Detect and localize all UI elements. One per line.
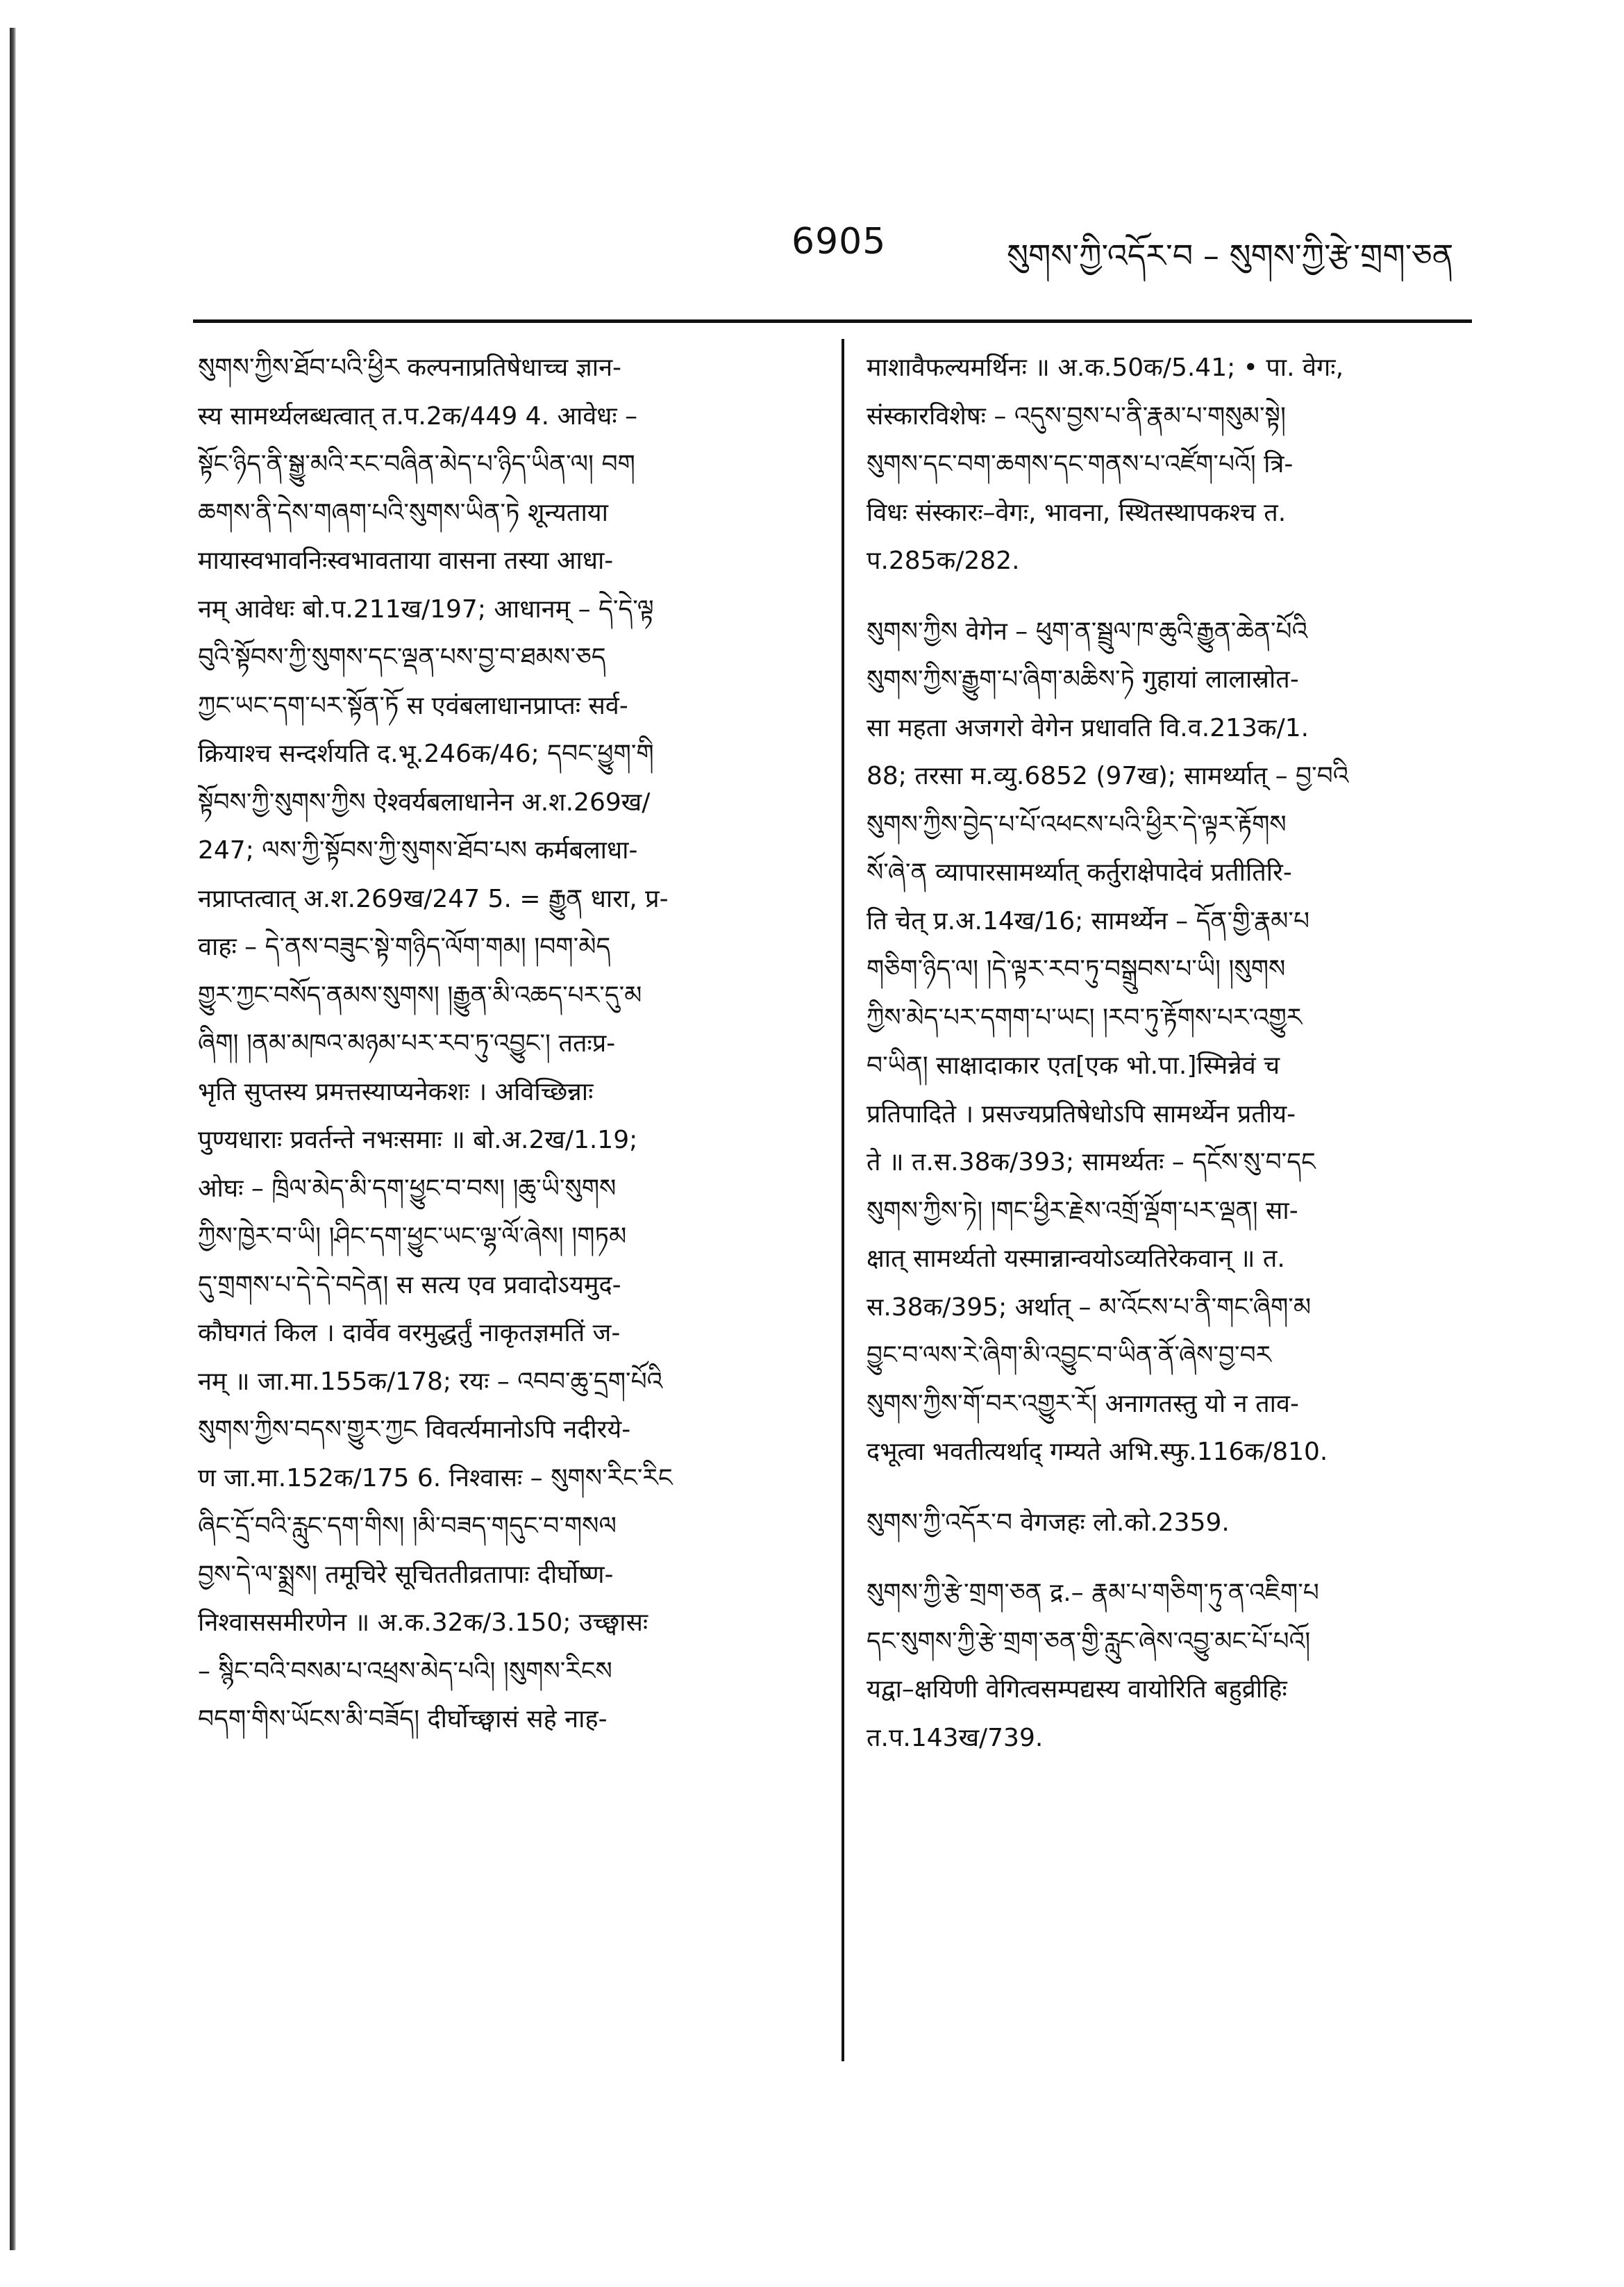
text-line: བདག་གིས་ཡོངས་མི་བཟོད། दीर्घोच्छ्वासं सहे नाह-: [198, 1705, 608, 1733]
text-line: 247; ལས་ཀྱི་སྟོབས་ཀྱི་སུགས་ཐོབ་པས कर्मबलाधा-: [198, 836, 638, 865]
text-line: གྱུར་ཀྱང་བསོད་ནམས་སུགས། །རྒྱུན་མི་འཆད་པར་དུ་མ: [198, 981, 642, 1010]
text-line: གཅིག་ཉིད་ལ། །དེ་ལྟར་རབ་ཏུ་བསྒྲུབས་པ་ཡི། །སུགས: [867, 955, 1286, 983]
text-line: སྟོབས་ཀྱི་སུགས་ཀྱིས ऐश्वर्यबलाधानेन अ.श.269ख/: [198, 788, 651, 817]
text-line: क्रियाश्च सन्दर्शयति द.भू.246क/46; དབང་ཕྱུག་གི: [198, 740, 654, 768]
dictionary-entry: [867, 1499, 1477, 1547]
text-line: སུགས་དང་བག་ཆགས་དང་གནས་པ་འཛོག་པའོ། त्रि-: [867, 450, 1294, 479]
entry-gap: [867, 1477, 1477, 1499]
text-line: ण जा.मा.152क/175 6. निश्वासः – སུགས་རིང་རིང: [198, 1463, 673, 1492]
dictionary-entry: [867, 608, 1477, 1477]
binding-edge: [10, 28, 16, 2250]
text-line: བ་ཡིན། साक्षादाकार एत[एक भो.पा.]स्मिन्नेवं च: [867, 1051, 1280, 1080]
dictionary-entry: [867, 1569, 1477, 1762]
text-line: नप्राप्तत्वात् अ.श.269ख/247 5. = རྒྱུན धारा, प्र-: [198, 884, 669, 913]
text-line: विधः संस्कारः–वेगः, भावना, स्थितस्थापकश्च त.: [867, 498, 1287, 527]
text-line: སུགས་ཀྱིས་བདས་གྱུར་ཀྱང विवर्त्यमानोऽपि नदीरये-: [198, 1415, 631, 1444]
text-line: भृति सुप्तस्य प्रमत्तस्याप्यनेकशः । अविच्छिन्नाः: [198, 1077, 594, 1106]
text-line: ओघः – ཁྲིལ་མེད་མི་དག་ཕྱུང་བ་བས། །ཆུ་ཡི་སུགས: [198, 1174, 617, 1203]
running-head: སུགས་ཀྱི་འདོར་བ – སུགས་ཀྱི་རྩེ་གྲག་ཅན: [1007, 237, 1454, 274]
text-line: क्षात् सामर्थ्यतो यस्मान्नान्वयोऽव्यतिरेकवान् ॥ त.: [867, 1245, 1285, 1273]
text-line: སུགས་ཀྱི་རྩེ་གྲག་ཅན द्र.– རྣམ་པ་གཅིག་ཏུ་ན་འཇིག་པ: [867, 1579, 1319, 1607]
left-column: [198, 344, 819, 1744]
text-line: བྱས་དེ་ལ་སྨྲས། तमूचिरे सूचिततीव्रतापाः दीर्घोष्ण-: [198, 1560, 614, 1589]
text-line: སུགས་ཀྱིས वेगेन – ཕུག་ན་སྦྲུལ་ཁ་ཆུའི་རྒྱུན་ཆེན་པོའི: [867, 617, 1308, 646]
text-line: སུགས་ཀྱིས་གོ་བར་འགྱུར་རོ། अनागतस्तु यो न ताव-: [867, 1389, 1299, 1418]
text-line: ཀྱང་ཡང་དག་པར་སྟོན་ཏོ स एवंबलाधानप्राप्तः सर्व-: [198, 691, 628, 720]
text-line: ཞིག། །ནམ་མཁའ་མཉམ་པར་རབ་ཏུ་འབྱུང་། ततःप्र-: [198, 1029, 616, 1058]
page-number: 6905: [792, 221, 887, 263]
header-rule: [193, 319, 1472, 323]
text-line: निश्वाससमीरणेन ॥ अ.क.32क/3.150; उच्छ्वासः: [198, 1608, 648, 1637]
text-line: སུགས་ཀྱིས་རྒྱུག་པ་ཞིག་མཆིས་ཏེ गुहायां लालास्रोत-: [867, 665, 1299, 694]
text-line: ཀྱིས་ཁྱེར་བ་ཡི། །ཤིང་དག་ཕྱུང་ཡང་ལྷ་ལོ་ཞེས། །གཏམ: [198, 1222, 627, 1251]
text-line: नम् आवेधः बो.प.211ख/197; आधानम् – དེ་དེ་ལྟ: [198, 594, 654, 624]
text-line: प.285क/282.: [867, 547, 1020, 575]
text-line: यद्वा–क्षयिणी वेगित्वसम्पद्यस्य वायोरिति बहुव्रीहिः: [867, 1675, 1287, 1704]
text-line: ते ॥ त.स.38क/393; सामर्थ्यतः – དངོས་སུ་བ་དང: [867, 1148, 1316, 1176]
text-line: 88; तरसा म.व्यु.6852 (97ख); सामर्थ्यात् – བྱ་བའི: [867, 762, 1349, 790]
text-line: སུགས་ཀྱི་འདོར་བ वेगजहः लो.को.2359.: [867, 1508, 1230, 1537]
text-line: – སྙིང་བའི་བསམ་པ་འཕྲས་མེད་པའི། །སུགས་རིངས: [198, 1656, 612, 1686]
text-line: कौघगतं किल । दार्वेव वरमुद्धर्तुं नाकृतज्ञमतिं ज-: [198, 1319, 621, 1347]
text-line: སུགས་ཀྱིས་བྱེད་པ་པོ་འཕངས་པའི་ཕྱིར་དེ་ལྟར་རྟོགས: [867, 810, 1287, 839]
text-line: སོ་ཞེ་ན व्यापारसामर्थ्यात् कर्तुराक्षेपादेवं प्रतीतिरि-: [867, 858, 1292, 887]
text-line: བྱུང་བ་ལས་རེ་ཞིག་མི་འབྱུང་བ་ཡིན་ནོ་ཞེས་བྱ་བར: [867, 1341, 1272, 1370]
text-line: दभूत्वा भवतीत्यर्थाद् गम्यते अभि.स्फु.116क/810.: [867, 1438, 1328, 1466]
entry-gap: [867, 1547, 1477, 1569]
text-line: त.प.143ख/739.: [867, 1723, 1044, 1752]
text-line: प्रतिपादिते । प्रसज्यप्रतिषेधोऽपि सामर्थ्येन प्रतीय-: [867, 1099, 1296, 1129]
text-line: ཀྱིས་མེད་པར་དགག་པ་ཡང། །རབ་ཏུ་རྟོགས་པར་འགྱུར: [867, 1003, 1303, 1032]
text-line: स.38क/395; अर्थात् – མ་འོངས་པ་ནི་གང་ཞིག་མ: [867, 1292, 1312, 1322]
text-line: ཞིང་དྲོ་བའི་རླུང་དག་གིས། །མི་བཟད་གདུང་བ་གསལ: [198, 1512, 617, 1540]
text-line: मायास्वभावनिःस्वभावताया वासना तस्या आधा-: [198, 547, 614, 575]
text-line: སུགས་ཀྱིས་ཏེ། །གང་ཕྱིར་རྗེས་འགྲོ་ལྡོག་པར་ལྡན། सा-: [867, 1196, 1298, 1225]
text-line: སུགས་ཀྱིས་ཐོབ་པའི་ཕྱིར कल्पनाप्रतिषेधाच्च ज्ञान-: [198, 354, 622, 382]
text-line: ཆགས་ནི་དེས་གཞག་པའི་སུགས་ཡིན་ཏེ शून्यताया: [198, 498, 608, 527]
text-line: पुण्यधाराः प्रवर्तन्ते नभःसमाः ॥ बो.अ.2ख/1.19;: [198, 1126, 638, 1154]
entry-gap: [867, 585, 1477, 608]
text-line: དུ་གྲགས་པ་དེ་དེ་བདེན། स सत्य एव प्रवादोऽयमुद-: [198, 1270, 621, 1299]
text-line: བུའི་སྟོབས་ཀྱི་སུགས་དང་ལྡན་པས་བྱ་བ་ཐམས་ཅད: [198, 643, 606, 672]
text-line: སྟོང་ཉིད་ནི་སྒྱུ་མའི་རང་བཞིན་མེད་པ་ཉིད་ཡིན་ལ། བག: [198, 450, 635, 479]
dictionary-entry: [867, 344, 1477, 585]
text-line: स्य सामर्थ्यलब्धत्वात् त.प.2क/449 4. आवेधः –: [198, 401, 638, 431]
text-line: नम् ॥ जा.मा.155क/178; रयः – འབབ་ཆུ་དྲག་པོའི: [198, 1367, 663, 1396]
text-line: वाहः – དེ་ནས་བཟུང་སྟེ་གཉིད་ལོག་གམ། །བག་མེད: [198, 933, 611, 961]
text-line: ति चेत् प्र.अ.14ख/16; सामर्थ्येन – དོན་གྱི་རྣམ་པ: [867, 906, 1310, 935]
text-line: संस्कारविशेषः – འདུས་བྱས་པ་ནི་རྣམ་པ་གསུམ་སྟེ།: [867, 401, 1286, 431]
column-divider: [842, 339, 844, 2061]
text-line: དང་སུགས་ཀྱི་རྩེ་གྲག་ཅན་གྱི་རླུང་ཞེས་འབྱུ་མང་པོ་པའོ།: [867, 1627, 1311, 1656]
text-line: सा महता अजगरो वेगेन प्रधावति वि.व.213क/1.: [867, 713, 1309, 742]
right-column: [867, 344, 1477, 1762]
text-line: माशावैफल्यमर्थिनः ॥ अ.क.50क/5.41; • पा. वेगः,: [867, 354, 1344, 382]
